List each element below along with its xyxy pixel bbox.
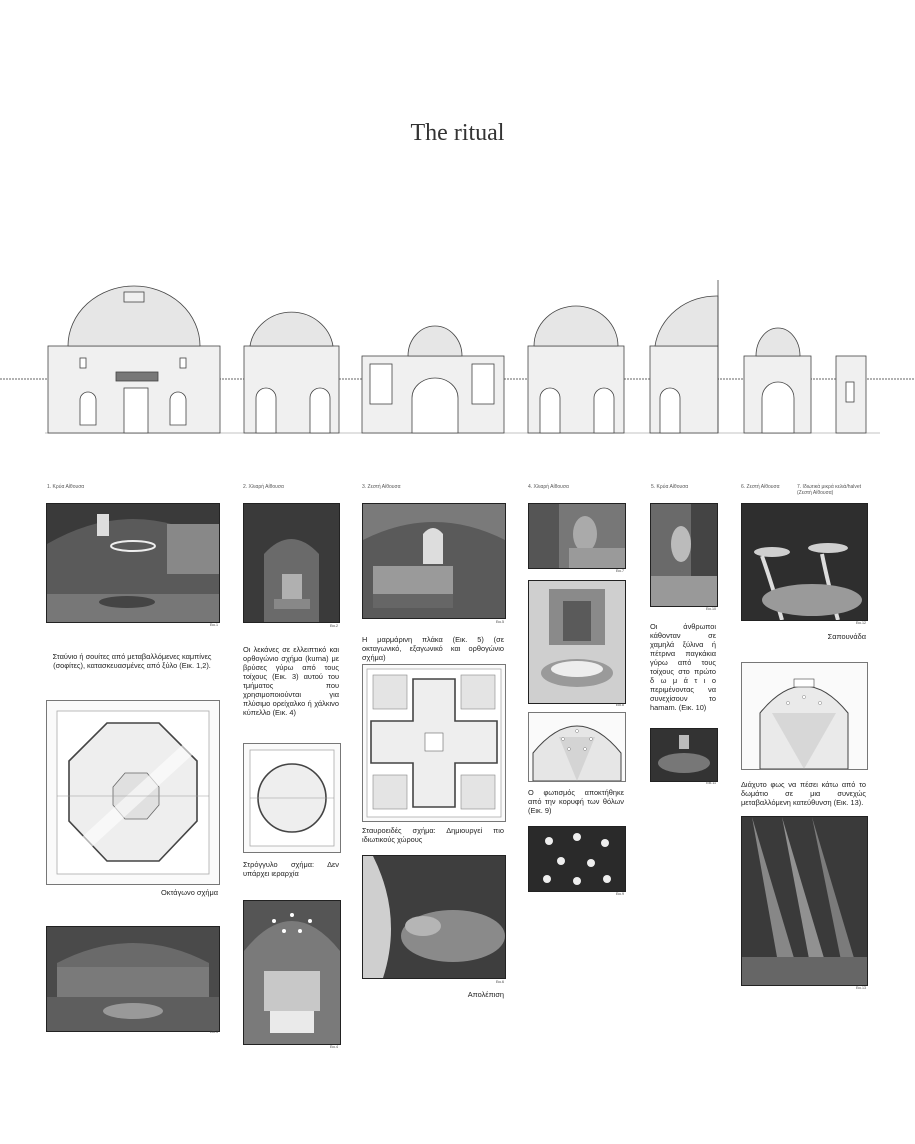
- plan-round: [243, 743, 341, 853]
- section-halvet-7: [836, 356, 866, 433]
- section-hot-room-3: [362, 326, 504, 433]
- diagram-dome-lighting: [528, 712, 626, 782]
- photo-warm-room-basin: [243, 503, 340, 623]
- page-title: The ritual: [410, 120, 505, 146]
- plan-octagon: [46, 700, 220, 885]
- caption-e9: Εικ.9: [616, 892, 624, 896]
- caption-e10: Εικ.10: [706, 607, 716, 611]
- diagram-hot-room-dome: [741, 662, 868, 770]
- column-label-7-main: 7. Ιδιωτικά μικρά κελιά/halvet: [797, 484, 862, 490]
- photo-star-skylights: [528, 826, 626, 892]
- note-sofas: Σταύνιο ή σουίτες από μεταβαλλόμενες καμπίνες (σοφίτες), κατασκευασμένες από ξύλο (Εικ. 1,2).: [52, 652, 212, 670]
- photo-marble-slab: [362, 503, 506, 619]
- photo-tea-service: [528, 580, 626, 704]
- column-label-5: 5. Κρύα Αίθουσα: [651, 484, 689, 490]
- caption-e11: Εικ.11: [706, 781, 716, 785]
- section-warm-room-4: [528, 306, 624, 433]
- caption-e12: Εικ.12: [856, 621, 866, 625]
- caption-e13: Εικ.13: [856, 986, 866, 990]
- section-drawing: [0, 280, 915, 440]
- note-lighting: Ο φωτισμός αποκτήθηκε από την κορυφή των θόλων (Εικ. 9): [528, 788, 624, 815]
- section-hot-room-6: [744, 328, 811, 433]
- caption-e5: Εικ.5: [496, 620, 504, 624]
- caption-octagon-shape: Οκτάγωνο σχήμα: [161, 888, 218, 897]
- column-label-7: [797, 484, 861, 496]
- photo-bench-seating: [650, 503, 718, 607]
- section-warm-room-2: [244, 312, 339, 433]
- note-basins: Οι λεκάνες σε ελλειπτικό και ορθογώνιο σχήμα (kurna) με βρύσες γύρω από τους τοίχους (Εικ. 3) αυτού του τμήματος που χρησιμοποιούνται για πλύσιμο ορείχαλκο ή χάλκινο κύπελλο (Εικ. 4): [243, 645, 339, 717]
- column-label-6: 6. Ζεστή Αίθουσα: [741, 484, 780, 490]
- note-marble-slab: Η μαρμάρινη πλάκα (Εικ. 5) (σε οκταγωνικό, εξαγωνικό και ορθογώνιο σχήμα): [362, 635, 504, 662]
- column-label-3: 3. Ζεστή Αίθουσα: [362, 484, 401, 490]
- section-elevation-svg: [0, 280, 915, 440]
- caption-cross-shape: Σταυροειδές σχήμα: Δημιουργεί πιο ιδιωτικούς χώρους: [362, 826, 504, 844]
- caption-e2: Εικ.2: [330, 624, 338, 628]
- photo-light-beams: [741, 816, 868, 986]
- caption-e7: Εικ.7: [616, 569, 624, 573]
- column-label-7-sub: (Ζεστή Αίθουσα): [797, 490, 834, 496]
- caption-e3: Εικ.3: [210, 1030, 218, 1034]
- photo-round-pool: [650, 728, 718, 782]
- caption-e1: Εικ.1: [210, 623, 218, 627]
- column-label-4: 4. Χλιαρή Αίθουσα: [528, 484, 569, 490]
- section-cold-room-1: [48, 286, 220, 433]
- photo-soaping: [741, 503, 868, 621]
- photo-dome-light: [243, 900, 341, 1045]
- plan-cross: [362, 664, 506, 822]
- note-diffused-light: Διάχυτο φως να πέσει κάτω από το δωμάτιο σε μια συνεχώς μεταβαλλόμενη κατεύθυνση (Εικ. 13).: [741, 780, 866, 807]
- caption-round-shape: Στρόγγυλο σχήμα: Δεν υπάρχει ιεραρχία: [243, 860, 339, 878]
- caption-exfoliation: Απολέπιση: [467, 990, 504, 999]
- note-benches: Οι άνθρωποι κάθονταν σε χαμηλά ξύλινα ή πέτρινα παγκάκια γύρω από τους τοίχους στο πρώτο δ ω μ ά τ ι ο περιμένοντας να συνεχίσουν το hamam. (Εικ. 10): [650, 622, 716, 712]
- photo-warm-room-bather: [528, 503, 626, 569]
- photo-cold-room-hall: [46, 926, 220, 1032]
- photo-cold-room-interior: [46, 503, 220, 623]
- caption-e4: Εικ.4: [330, 1045, 338, 1049]
- caption-e8: Εικ.8: [616, 703, 624, 707]
- column-label-2: 2. Χλιαρή Αίθουσα: [243, 484, 284, 490]
- photo-exfoliation: [362, 855, 506, 979]
- column-label-1: 1. Κρύα Αίθουσα: [47, 484, 85, 490]
- caption-soaping: Σαπουνάδα: [827, 632, 866, 641]
- caption-e6: Εικ.6: [496, 980, 504, 984]
- section-cold-room-5: [650, 280, 718, 433]
